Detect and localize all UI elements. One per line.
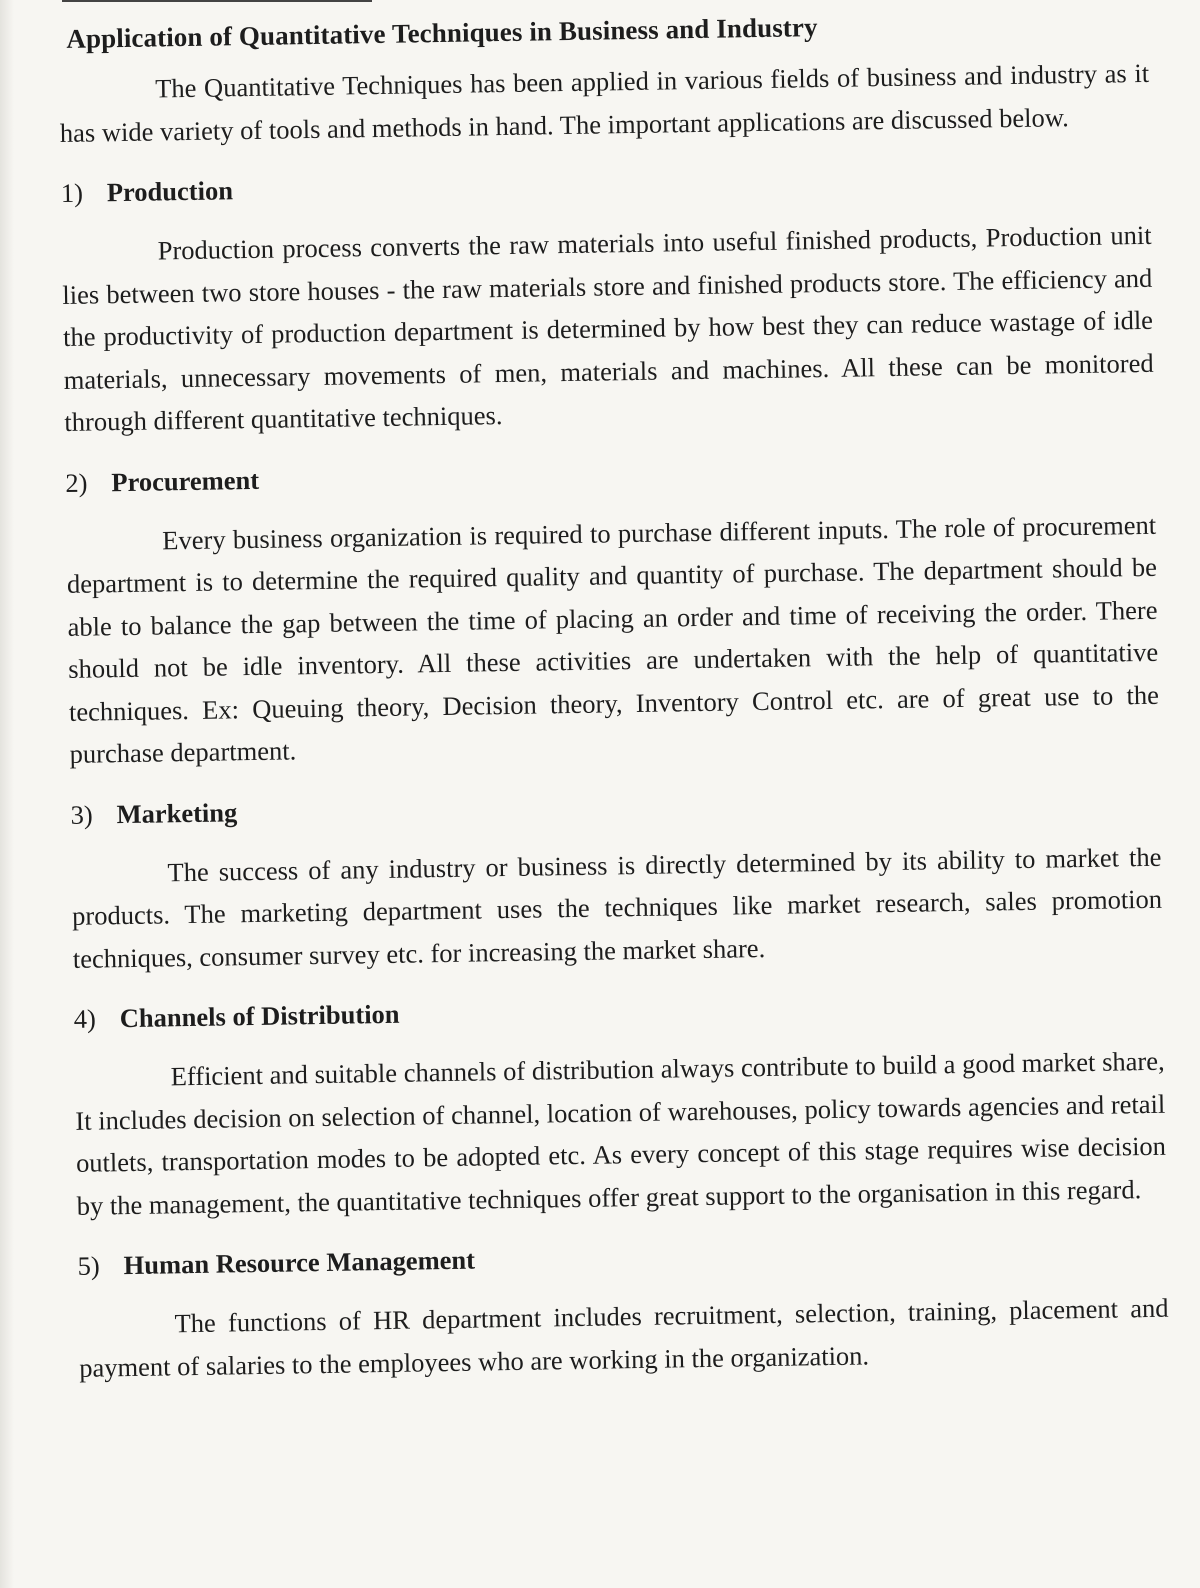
section-heading [70, 782, 1160, 830]
section-title: Production [106, 175, 234, 208]
intro-paragraph: The Quantitative Techniques has been applied in various fields of business and industry as it has wide variety of tools and methods in hand. The important applications are discussed below. [59, 57, 1150, 148]
section-title: Channels of Distribution [119, 998, 400, 1034]
section-marketing [70, 782, 1163, 980]
section-production [61, 161, 1155, 444]
section-heading [61, 161, 1151, 209]
section-body: The success of any industry or business is directly determined by its ability to market the products. The marketing department uses the techniques like market research, sales promotion techniques, consumer survey etc. for increasing the market share. [71, 841, 1163, 974]
section-title: Marketing [116, 796, 238, 829]
section-body: Every business organization is required to purchase different inputs. The role of procurement department is to determine the required quality and quantity of purchase. The department should be able to balance the gap between the time of placing an order and time of receiving the order. There should not be idle inventory. All these activities are undertaken with the help of quantitative techniques. Ex: Queuing theory, Decision theory, Inventory Control etc. are of great use to the purchase department. [66, 509, 1160, 769]
section-body: Production process converts the raw materials into useful finished products, Production unit lies between two store houses - the raw materials store and finished products store. The efficiency and the productivity of production department is determined by how best they can reduce wastage of idle materials, unnecessary movements of men, materials and machines. All these can be monitored through different quantitative techniques. [62, 219, 1154, 437]
section-number: 1) [60, 177, 84, 208]
section-heading [65, 450, 1155, 498]
section-body: Efficient and suitable channels of distribution always contribute to build a good market share, It includes decision on selection of channel, location of warehouses, policy towards agencies and retail outlets, transportation modes to be adopted etc. As every concept of this stage requires wise decision by the management, the quantitative techniques offer great support to the organisation in this regard. [75, 1045, 1167, 1221]
section-heading [77, 1234, 1167, 1282]
top-rule-divider [62, 0, 372, 2]
section-number: 4) [73, 1003, 97, 1034]
page-edge-shadow [0, 0, 14, 1588]
section-human-resource-management [77, 1234, 1169, 1389]
section-channels-of-distribution [74, 987, 1167, 1227]
section-number: 2) [65, 467, 88, 498]
section-number: 3) [70, 799, 93, 830]
section-heading [74, 987, 1164, 1035]
section-title: Procurement [111, 464, 260, 497]
page-title: Application of Quantitative Techniques in Business and Industry [66, 12, 818, 54]
section-number: 5) [77, 1250, 100, 1281]
section-procurement [65, 450, 1160, 775]
section-body: The functions of HR department includes recruitment, selection, training, placement and payment of salaries to the employees who are working in the organization. [79, 1292, 1169, 1383]
document-page [58, 0, 1169, 1389]
section-title: Human Resource Management [123, 1244, 476, 1281]
